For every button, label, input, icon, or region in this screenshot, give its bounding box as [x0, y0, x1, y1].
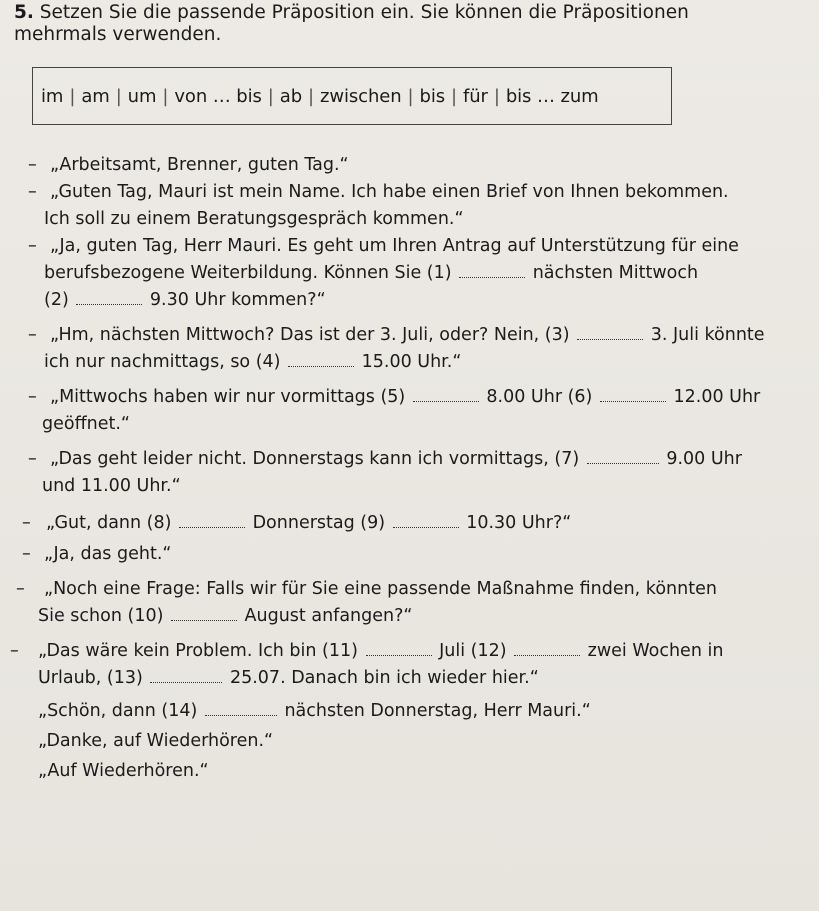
dialogue-line-2: „Guten Tag, Mauri ist mein Name. Ich habe einen Brief von Ihnen bekommen. — [50, 182, 729, 202]
dialogue-line-3: „Ja, guten Tag, Herr Mauri. Es geht um Ihren Antrag auf Unterstützung für eine — [50, 236, 739, 256]
blank-13[interactable] — [150, 668, 222, 683]
dialogue-dash: – — [28, 155, 37, 175]
dialogue-line-5: „Mittwochs haben wir nur vormittags (5) 8.00 Uhr (6) 12.00 Uhr — [50, 387, 761, 407]
dialogue-dash: – — [28, 387, 37, 407]
dialogue-line-8: „Ja, das geht.“ — [44, 544, 172, 564]
word-bank-item: am — [81, 85, 110, 107]
word-bank-item: zwischen — [320, 85, 402, 107]
dialogue-line-6: „Das geht leider nicht. Donnerstags kann ich vormittags, (7) 9.00 Uhr — [50, 449, 742, 469]
dialogue-dash: – — [28, 449, 37, 469]
exercise-instruction — [14, 2, 814, 46]
word-bank-item: bis — [419, 85, 446, 107]
blank-9[interactable] — [393, 513, 459, 528]
dialogue-line-13: „Auf Wiederhören.“ — [38, 761, 209, 781]
dialogue-line-6b: und 11.00 Uhr.“ — [42, 476, 181, 496]
blank-3[interactable] — [577, 325, 643, 340]
blank-2[interactable] — [76, 290, 142, 305]
dialogue-dash: – — [10, 641, 19, 661]
blank-6[interactable] — [600, 387, 666, 402]
dialogue-line-1: „Arbeitsamt, Brenner, guten Tag.“ — [50, 155, 349, 175]
blank-7[interactable] — [587, 449, 659, 464]
exercise-number: 5. — [14, 2, 34, 23]
dialogue-line-2b: Ich soll zu einem Beratungsgespräch kommen.“ — [44, 209, 464, 229]
dialogue-line-12: „Danke, auf Wiederhören.“ — [38, 731, 274, 751]
dialogue-line-11: „Schön, dann (14) nächsten Donnerstag, Herr Mauri.“ — [38, 701, 591, 721]
dialogue-dash: – — [28, 182, 37, 202]
dialogue-line-7: „Gut, dann (8) Donnerstag (9) 10.30 Uhr?“ — [46, 513, 572, 533]
dialogue-line-3c: (2) 9.30 Uhr kommen?“ — [44, 290, 326, 310]
dialogue-dash: – — [22, 513, 31, 533]
blank-10[interactable] — [171, 606, 237, 621]
dialogue-dash: – — [28, 325, 37, 345]
blank-1[interactable] — [459, 263, 525, 278]
dialogue-line-9b: Sie schon (10) August anfangen?“ — [38, 606, 413, 626]
word-bank-item: von … bis — [174, 85, 262, 107]
word-bank: im | am | um | von … bis | ab | zwischen | bis | für | bis … zum — [32, 67, 672, 125]
dialogue-line-10b: Urlaub, (13) 25.07. Danach bin ich wieder hier.“ — [38, 668, 539, 688]
dialogue-dash: – — [16, 579, 25, 599]
blank-11[interactable] — [366, 641, 432, 656]
blank-8[interactable] — [179, 513, 245, 528]
blank-14[interactable] — [205, 701, 277, 716]
dialogue-line-4b: ich nur nachmittags, so (4) 15.00 Uhr.“ — [44, 352, 462, 372]
word-bank-item: im — [41, 85, 64, 107]
dialogue-dash: – — [22, 544, 31, 564]
blank-5[interactable] — [413, 387, 479, 402]
dialogue-line-5b: geöffnet.“ — [42, 414, 130, 434]
blank-4[interactable] — [288, 352, 354, 367]
dialogue-line-3b: berufsbezogene Weiterbildung. Können Sie (1) nächsten Mittwoch — [44, 263, 699, 283]
dialogue-line-9: „Noch eine Frage: Falls wir für Sie eine passende Maßnahme finden, könnten — [44, 579, 717, 599]
dialogue-line-4: „Hm, nächsten Mittwoch? Das ist der 3. Juli, oder? Nein, (3) 3. Juli könnte — [50, 325, 765, 345]
dialogue-dash: – — [28, 236, 37, 256]
word-bank-item: um — [127, 85, 157, 107]
blank-12[interactable] — [514, 641, 580, 656]
word-bank-item: ab — [279, 85, 303, 107]
instruction-line-1: Setzen Sie die passende Präposition ein. Sie können die Präpositionen — [39, 2, 689, 23]
word-bank-item: bis … zum — [505, 85, 599, 107]
dialogue-line-10: „Das wäre kein Problem. Ich bin (11) Juli (12) zwei Wochen in — [38, 641, 724, 661]
word-bank-item: für — [463, 85, 488, 107]
instruction-line-2: mehrmals verwenden. — [14, 24, 222, 45]
